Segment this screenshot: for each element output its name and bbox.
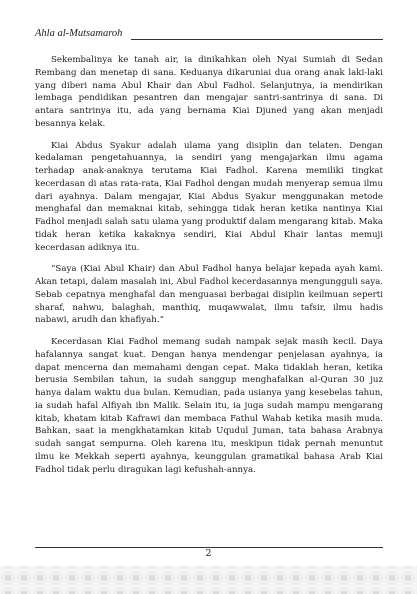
page-number: 2: [205, 548, 212, 559]
body-text: [35, 54, 383, 476]
paragraph: Sekembalinya ke tanah air, ia dinikahkan oleh Nyai Sumiah di Sedan Rembang dan menetap di sana. Keduanya dikaruniai dua orang anak laki-laki yang diberi nama Abul Khair dan Abul Fadhol. Selanjutnya, ia mendirikan lembaga pendidikan pesantren dan mengajar santri-santrinya di sana. Di antara santrinya itu, ada yang bernama Kiai Djuned yang akan menjadi besannya kelak.: [35, 55, 383, 129]
running-head-title: Ahla al-Mutsamaroh: [35, 28, 123, 39]
paragraph: Kecerdasan Kiai Fadhol memang sudah nampak sejak masih kecil. Daya hafalannya sangat kuat. Dengan hanya mendengar penjelasan ayahnya, ia dapat mencerna dan memahami dengan cepat. Maka tidaklah heran, ketika berusia Sembilan tahun, ia sudah sanggup menghafalkan al-Quran 30 juz hanya dalam waktu dua bulan. Kemudian, pada usianya yang kesebelas tahun, ia sudah hafal Alfiyah ibn Malik. Selain itu, ia juga sudah mampu mengarang kitab, khatam kitab Kafrawi dan membaca Fathul Wahab ketika masih muda. Bahkan, saat ia mengkhatamkan kitab Uqudul Juman, tata bahasa Arabnya sudah sangat sempurna. Oleh karena itu, meskipun tidak pernah menuntut ilmu ke Mekkah seperti ayahnya, keunggulan gramatikal bahasa Arab Kiai Fadhol tidak perlu diragukan lagi kefushah-annya.: [35, 337, 383, 475]
header-rule: [131, 39, 383, 40]
decorative-pattern-band: [0, 566, 417, 594]
paragraph: Kiai Abdus Syakur adalah ulama yang disiplin dan telaten. Dengan kedalaman pengetahuannya, ia sendiri yang mengajarkan ilmu agama terhadap anak-anaknya terutama Kiai Fadhol. Karena memiliki tingkat kecerdasan di atas rata-rata, Kiai Fadhol dengan mudah menyerap semua ilmu dari ayahnya. Dalam mengajar, Kiai Abdus Syakur menggunakan metode menghafal dan memaknai kitab, sehingga tidak heran ketika nantinya Kiai Fadhol menjadi salah satu ulama yang produktif dalam mengarang kitab. Maka tidak heran ketika kakaknya sendiri, Kiai Abdul Khair lantas memuji kecerdasan adiknya itu.: [35, 140, 383, 253]
paragraph-quote: “Saya (Kiai Abul Khair) dan Abul Fadhol hanya belajar kepada ayah kami. Akan tetapi, dalam masalah ini, Abul Fadhol kecerdasannya mengungguli saya. Sebab cepatnya menghafal dan menguasai berbagai disiplin keilmuan seperti sharaf, nahwu, balaghah, manthiq, muqawwalat, ilmu tafsir, ilmu hadis nabawi, arudh dan khafiyah.”: [35, 264, 383, 326]
